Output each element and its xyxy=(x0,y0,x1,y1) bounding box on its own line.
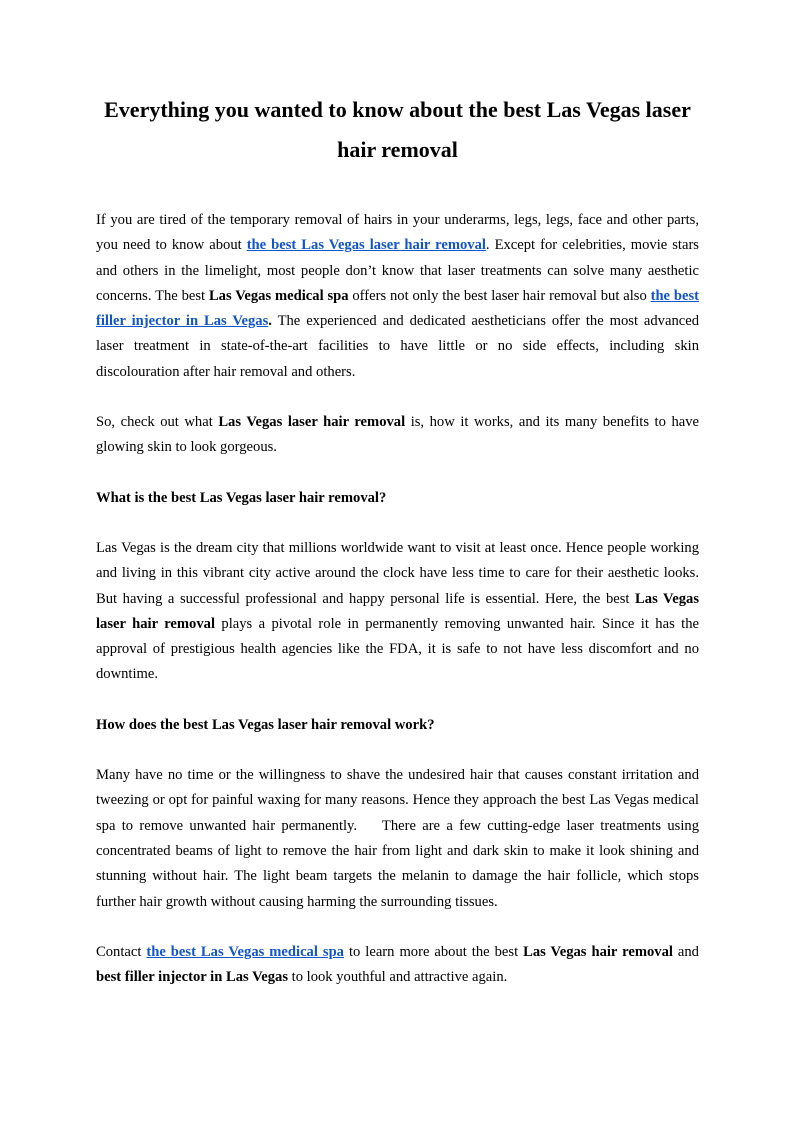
text: offers not only the best laser hair removal but also xyxy=(348,287,651,304)
what-paragraph xyxy=(96,536,699,688)
text: So, check out what xyxy=(96,414,219,431)
intro-paragraph xyxy=(96,208,699,385)
bold-text: . xyxy=(268,313,272,330)
bold-text: Las Vegas medical spa xyxy=(208,287,349,304)
text: If you are tired of the temporary removal of hairs in your underarms, legs, legs, face and other parts, you need to know about xyxy=(96,212,699,254)
overview-paragraph xyxy=(96,410,699,461)
how-paragraph: Many have no time or the willingness to shave the undesired hair that causes constant irritation and tweezing or opt for painful waxing for many reasons. Hence they approach the best Las Vegas medical spa to remove unwanted hair permanently. There are a few cutting-edge laser treatments using concentrated beams of light to remove the hair from light and dark skin to make it look shining and stunning without hair. The light beam targets the melanin to damage the hair follicle, which stops further hair growth without causing harming the surrounding tissues. xyxy=(96,767,703,910)
document-page xyxy=(96,90,703,1015)
bold-text: Las Vegas laser hair removal xyxy=(218,414,406,431)
text: The experienced and dedicated aestheticians offer the most advanced laser treatment in state-of-the-art facilities to have little or no side effects, including skin discolouration after hair removal and others. xyxy=(96,313,700,380)
bold-text: Las Vegas laser hair removal xyxy=(96,590,700,632)
contact-paragraph xyxy=(96,940,699,991)
section-heading-what: What is the best Las Vegas laser hair removal? xyxy=(96,489,387,506)
section-heading-how: How does the best Las Vegas laser hair removal work? xyxy=(96,716,435,733)
text: Las Vegas is the dream city that millions worldwide want to visit at least once. Hence people working and living in this vibrant city active around the clock have less time to care for their aesthetic looks. But having a successful professional and happy personal life is essential. Here, the best xyxy=(96,539,699,607)
text: Contact xyxy=(96,943,147,960)
bold-text: best filler injector in Las Vegas xyxy=(96,969,289,986)
text: to look youthful and attractive again. xyxy=(288,969,508,986)
medical-spa-link[interactable]: the best Las Vegas medical spa xyxy=(146,943,344,960)
text: to learn more about the best xyxy=(343,943,524,960)
bold-text: Las Vegas hair removal xyxy=(523,943,673,960)
page-title: Everything you wanted to know about the best Las Vegas laser hair removal xyxy=(104,97,691,162)
laser-hair-removal-link[interactable]: the best Las Vegas laser hair removal xyxy=(246,237,486,254)
filler-injector-link[interactable]: the best filler injector in Las Vegas xyxy=(96,287,699,330)
text: is, how it works, and its many benefits to have glowing skin to look gorgeous. xyxy=(96,414,700,456)
text: plays a pivotal role in permanently removing unwanted hair. Since it has the approval of prestigious health agencies like the FDA, it is safe to not have less discomfort and no downtime. xyxy=(96,615,699,683)
text: and xyxy=(672,943,699,960)
text: . Except for celebrities, movie stars and others in the limelight, most people don’t know that laser treatments can solve many aesthetic concerns. The best xyxy=(96,237,699,304)
